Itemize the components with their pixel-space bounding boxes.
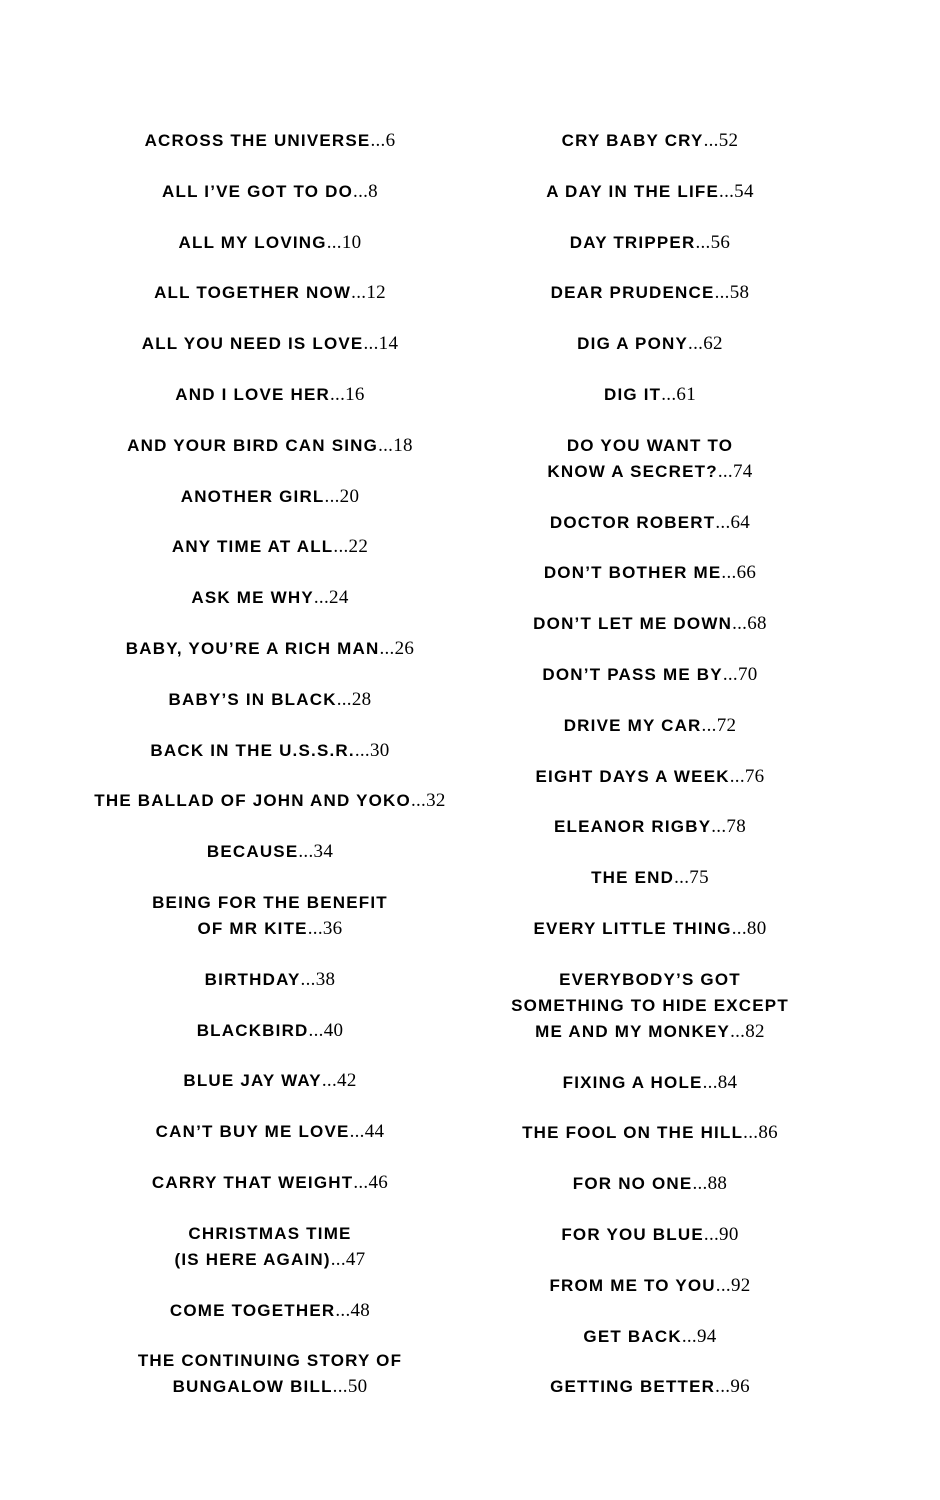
toc-entry-carry-that-weight: [60, 1170, 480, 1196]
song-title-line: THE CONTINUING STORY OF: [137, 1351, 403, 1371]
song-title-line: EIGHT DAYS A WEEK: [535, 766, 730, 786]
dot-leader: ...: [719, 180, 735, 202]
song-title-line: DON’T PASS ME BY: [542, 664, 723, 684]
dot-leader: ...: [715, 1376, 731, 1398]
song-title-line: ACROSS THE UNIVERSE: [144, 131, 371, 150]
page-number: 47: [345, 1248, 366, 1270]
dot-leader: ...: [410, 790, 427, 812]
toc-entry-eleanor-rigby: [480, 814, 820, 840]
page-number: 10: [341, 231, 362, 253]
toc-entry-and-your-bird-can-sing: [60, 433, 480, 459]
toc-entry-the-continuing-story-of-bungalow-bill: [60, 1348, 480, 1400]
song-title-line: GETTING BETTER: [550, 1377, 716, 1397]
page-number: 40: [323, 1019, 344, 1041]
toc-entry-can-t-buy-me-love: [60, 1119, 480, 1145]
toc-entry-another-girl: [60, 484, 480, 510]
dot-leader: ...: [300, 968, 316, 990]
song-title-line: BLUE JAY WAY: [183, 1071, 322, 1091]
dot-leader: ...: [674, 867, 690, 889]
page-number: 84: [717, 1071, 738, 1093]
dot-leader: ...: [729, 765, 745, 787]
dot-leader: ...: [661, 383, 677, 405]
toc-entry-baby-you-re-a-rich-man: [60, 636, 480, 662]
page-number: 82: [745, 1020, 765, 1042]
dot-leader: ...: [363, 333, 379, 355]
dot-leader: ...: [326, 231, 342, 253]
page-number: 96: [730, 1376, 750, 1398]
song-title-line: ALL I’VE GOT TO DO: [162, 181, 354, 201]
page-number: 30: [369, 739, 390, 761]
toc-entry-dig-it: [480, 382, 820, 408]
toc-entry-because: [60, 839, 480, 865]
toc-entry-being-for-the-benefit-of-mr-kite: [60, 890, 480, 942]
toc-entry-do-you-want-to-know-a-secret: [480, 433, 820, 485]
dot-leader: ...: [681, 1325, 697, 1347]
dot-leader: ...: [370, 130, 386, 151]
dot-leader: ...: [308, 1019, 324, 1041]
song-title-line: FOR YOU BLUE: [561, 1224, 704, 1244]
dot-leader: ...: [353, 1171, 369, 1193]
toc-entry-christmas-time-is-here-again: [60, 1221, 480, 1273]
page-number: 56: [710, 231, 731, 253]
song-title-line: KNOW A SECRET?: [547, 461, 718, 481]
song-title-line: AND YOUR BIRD CAN SING: [127, 435, 379, 455]
song-title-line: (IS HERE AGAIN): [174, 1249, 331, 1269]
song-title-line: BIRTHDAY: [204, 969, 301, 989]
dot-leader: ...: [321, 1070, 338, 1092]
toc-entry-cry-baby-cry: [480, 128, 820, 154]
toc-entry-for-no-one: [480, 1171, 820, 1197]
page-number: 36: [322, 917, 343, 939]
dot-leader: ...: [731, 917, 747, 939]
dot-leader: ...: [333, 536, 349, 558]
toc-entry-a-day-in-the-life: [480, 179, 820, 205]
song-title-line: THE BALLAD OF JOHN AND YOKO: [94, 791, 411, 811]
dot-leader: ...: [351, 282, 367, 304]
toc-entry-baby-s-in-black: [60, 687, 480, 713]
song-title-line: BUNGALOW BILL: [172, 1377, 333, 1397]
toc-entry-blue-jay-way: [60, 1068, 480, 1094]
song-title-line: DIG A PONY: [577, 334, 689, 354]
song-title-line: ME AND MY MONKEY: [535, 1021, 731, 1041]
toc-entry-drive-my-car: [480, 713, 820, 739]
page-number: 22: [348, 536, 369, 558]
toc-entry-for-you-blue: [480, 1222, 820, 1248]
page-number: 50: [347, 1376, 368, 1398]
toc-entry-day-tripper: [480, 230, 820, 256]
song-title-line: OF MR KITE: [197, 918, 308, 938]
page-number: 80: [746, 917, 767, 939]
page-number: 44: [364, 1121, 385, 1143]
toc-entry-all-i-ve-got-to-do: [60, 179, 480, 205]
toc-entry-any-time-at-all: [60, 534, 480, 560]
dot-leader: ...: [336, 688, 352, 710]
page-number: 94: [696, 1325, 717, 1347]
song-title-line: DON’T LET ME DOWN: [533, 614, 733, 634]
dot-leader: ...: [715, 511, 731, 533]
song-title-line: DRIVE MY CAR: [563, 715, 702, 735]
toc-entry-come-together: [60, 1298, 480, 1324]
dot-leader: ...: [324, 485, 340, 507]
toc-entry-birthday: [60, 967, 480, 993]
dot-leader: ...: [379, 637, 395, 659]
song-title-line: CAN’T BUY ME LOVE: [155, 1122, 350, 1142]
song-title-line: ALL TOGETHER NOW: [154, 283, 352, 303]
toc-entry-dear-prudence: [480, 280, 820, 306]
toc-entry-everybody-s-got-something-to-hide-except-me-and-my-monkey: [480, 967, 820, 1045]
toc-entry-across-the-universe: [60, 128, 480, 154]
page-number: 6: [385, 130, 396, 151]
page-number: 18: [393, 434, 413, 456]
dot-leader: ...: [330, 1248, 346, 1270]
page-number: 14: [378, 333, 399, 355]
song-title-line: A DAY IN THE LIFE: [546, 181, 720, 201]
song-title-line: FOR NO ONE: [572, 1174, 693, 1194]
toc-entry-the-ballad-of-john-and-yoko: [60, 788, 480, 814]
page-number: 72: [716, 714, 737, 736]
dot-leader: ...: [692, 1173, 708, 1195]
dot-leader: ...: [313, 587, 330, 609]
page-number: 24: [329, 587, 349, 609]
song-title-line: BLACKBIRD: [196, 1020, 309, 1040]
song-title-line: EVERY LITTLE THING: [533, 918, 732, 938]
dot-leader: ...: [329, 383, 346, 405]
toc-entry-don-t-pass-me-by: [480, 662, 820, 688]
song-title-line: DO YOU WANT TO: [566, 435, 734, 455]
dot-leader: ...: [703, 130, 719, 151]
dot-leader: ...: [349, 1121, 365, 1143]
toc-entry-get-back: [480, 1324, 820, 1350]
page-number: 68: [747, 613, 767, 635]
toc-entry-eight-days-a-week: [480, 764, 820, 790]
toc-entry-fixing-a-hole: [480, 1070, 820, 1096]
page-number: 42: [337, 1070, 357, 1092]
toc-entry-all-my-loving: [60, 230, 480, 256]
page-number: 75: [689, 867, 709, 889]
dot-leader: ...: [695, 231, 711, 253]
song-title-line: BEING FOR THE BENEFIT: [152, 892, 388, 912]
song-title-line: AND I LOVE HER: [175, 384, 330, 404]
dot-leader: ...: [701, 714, 717, 736]
dot-leader: ...: [335, 1299, 351, 1321]
song-title-line: ANOTHER GIRL: [180, 486, 325, 506]
song-title-line: GET BACK: [583, 1326, 682, 1346]
song-title-line: ASK ME WHY: [191, 588, 314, 608]
song-title-line: DOCTOR ROBERT: [549, 512, 716, 532]
song-title-line: CARRY THAT WEIGHT: [151, 1172, 354, 1192]
page-number: 74: [732, 460, 753, 482]
dot-leader: ...: [353, 180, 369, 202]
song-title-line: ALL MY LOVING: [178, 232, 327, 252]
page-number: 66: [736, 562, 757, 584]
page-number: 61: [676, 383, 697, 405]
song-title-line: DIG IT: [603, 384, 662, 404]
song-title-line: BABY, YOU’RE A RICH MAN: [125, 638, 380, 658]
page-number: 86: [758, 1122, 778, 1144]
page-number: 58: [729, 282, 750, 304]
dot-leader: ...: [378, 434, 394, 456]
toc-entry-blackbird: [60, 1018, 480, 1044]
page-number: 76: [744, 765, 765, 787]
page-number: 88: [707, 1173, 728, 1195]
page-number: 16: [345, 383, 365, 405]
dot-leader: ...: [354, 739, 370, 761]
page-number: 54: [734, 180, 754, 202]
dot-leader: ...: [715, 1274, 731, 1296]
dot-leader: ...: [722, 663, 738, 685]
toc-entry-and-i-love-her: [60, 382, 480, 408]
dot-leader: ...: [307, 917, 323, 939]
contents-column-left: [60, 128, 480, 1400]
song-title-line: BECAUSE: [206, 842, 299, 862]
page-number: 20: [339, 485, 360, 507]
page-number: 70: [737, 663, 758, 685]
toc-entry-dig-a-pony: [480, 331, 820, 357]
dot-leader: ...: [688, 333, 704, 355]
page-number: 32: [426, 790, 446, 812]
song-title-line: BACK IN THE U.S.S.R.: [150, 740, 355, 760]
song-title-line: CHRISTMAS TIME: [188, 1223, 352, 1243]
toc-entry-all-together-now: [60, 280, 480, 306]
dot-leader: ...: [298, 841, 314, 863]
dot-leader: ...: [730, 1020, 746, 1042]
toc-entry-the-fool-on-the-hill: [480, 1120, 820, 1146]
page-number: 90: [719, 1223, 739, 1245]
page-number: 64: [730, 511, 751, 533]
contents-column-right: [480, 128, 820, 1400]
toc-entry-ask-me-why: [60, 585, 480, 611]
toc-entry-every-little-thing: [480, 916, 820, 942]
page-number: 46: [368, 1171, 389, 1193]
dot-leader: ...: [711, 816, 727, 838]
dot-leader: ...: [714, 282, 730, 304]
song-title-line: EVERYBODY’S GOT: [559, 969, 741, 989]
song-title-line: ANY TIME AT ALL: [171, 537, 334, 557]
dot-leader: ...: [743, 1122, 759, 1144]
page-number: 28: [351, 688, 372, 710]
page-number: 52: [718, 130, 739, 151]
song-title-line: DON’T BOTHER ME: [543, 563, 722, 583]
toc-entry-don-t-let-me-down: [480, 611, 820, 637]
song-title-line: ELEANOR RIGBY: [553, 817, 712, 837]
song-title-line: SOMETHING TO HIDE EXCEPT: [511, 995, 789, 1015]
dot-leader: ...: [703, 1223, 720, 1245]
dot-leader: ...: [721, 562, 737, 584]
toc-entry-getting-better: [480, 1374, 820, 1400]
song-title-line: THE END: [591, 868, 675, 888]
song-title-line: CRY BABY CRY: [561, 131, 704, 150]
dot-leader: ...: [332, 1376, 348, 1398]
page-number: 8: [368, 180, 378, 202]
page-number: 48: [350, 1299, 371, 1321]
song-title-line: COME TOGETHER: [169, 1300, 336, 1320]
page-number: 62: [703, 333, 723, 355]
toc-entry-from-me-to-you: [480, 1273, 820, 1299]
toc-entry-back-in-the-u-s-s-r: [60, 738, 480, 764]
song-title-line: DAY TRIPPER: [569, 232, 696, 252]
song-title-line: FROM ME TO YOU: [549, 1275, 716, 1295]
toc-entry-all-you-need-is-love: [60, 331, 480, 357]
song-title-line: THE FOOL ON THE HILL: [522, 1123, 744, 1143]
dot-leader: ...: [732, 613, 748, 635]
page-number: 12: [366, 282, 386, 304]
page-number: 34: [313, 841, 334, 863]
song-title-line: FIXING A HOLE: [562, 1072, 703, 1092]
song-title-line: DEAR PRUDENCE: [550, 283, 715, 303]
song-title-line: ALL YOU NEED IS LOVE: [141, 334, 364, 354]
page-number: 92: [730, 1274, 751, 1296]
page-number: 26: [394, 637, 415, 659]
page-number: 38: [315, 968, 336, 990]
toc-entry-don-t-bother-me: [480, 560, 820, 586]
dot-leader: ...: [717, 460, 733, 482]
dot-leader: ...: [702, 1071, 718, 1093]
song-title-line: BABY’S IN BLACK: [168, 689, 337, 709]
page-number: 78: [726, 816, 747, 838]
toc-entry-the-end: [480, 865, 820, 891]
toc-entry-doctor-robert: [480, 510, 820, 536]
